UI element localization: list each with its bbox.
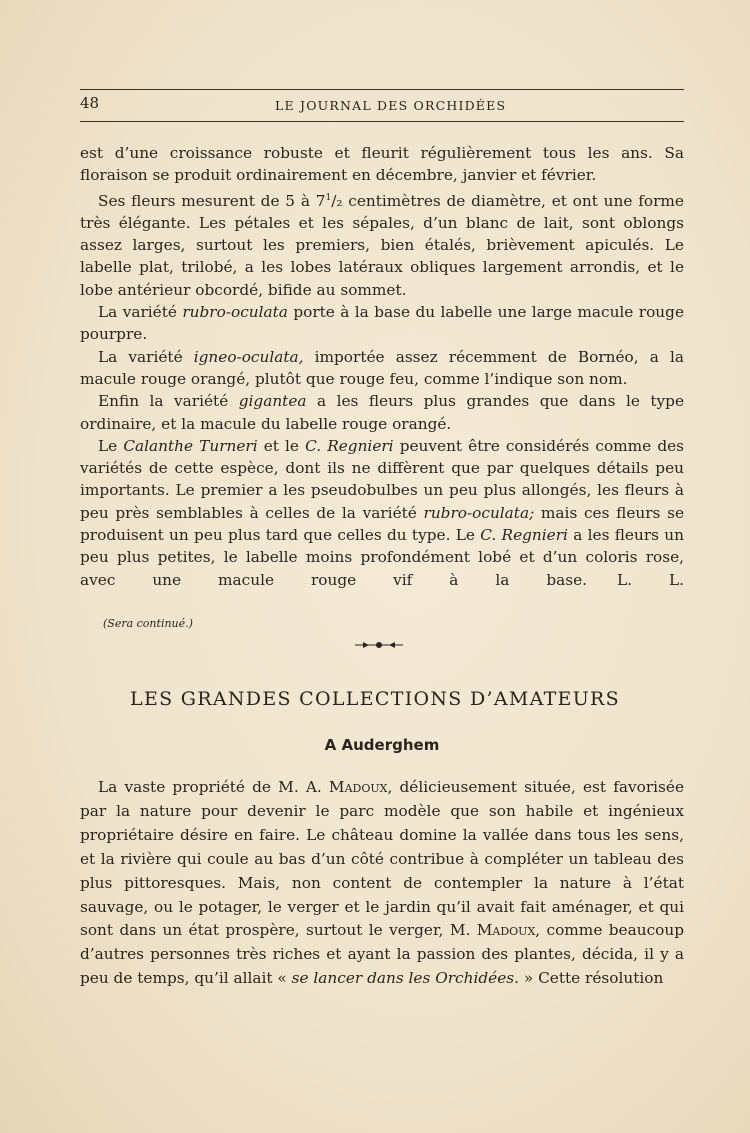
continued-note: (Sera continué.) (103, 617, 193, 630)
section-subtitle: A Auderghem (324, 736, 440, 754)
paragraph: La variété igneo-oculata, importée assez récemment de Bornéo, a la macule rouge orangé, plutôt que rouge feu, comme l’indique son nom. (80, 347, 684, 388)
paragraph: La vaste propriété de M. A. Madoux, délicieusement située, est favorisée par la nature pour devenir le parc modèle que son habile et ingénieux propriétaire désire en faire. Le château domine la vallée dans tous les sens, et la rivière qui coule au bas d’un côté contribue à compléter un tableau des plus pittoresques. Mais, non content de contempler la nature à l’état sauvage, ou le potager, le verger et le jardin qu’il avait fait aménager, et qui sont dans un état prospère, surtout le verger, M. Madoux, comme beaucoup d’autres personnes très riches et ayant la passion des plantes, décida, il y a peu de temps, qu’il allait « se lancer dans les Orchidées. » Cette résolution (80, 778, 684, 988)
paragraph: est d’une croissance robuste et fleurit régulièrement tous les ans. Sa floraison se produit ordinairement en décembre, janvier et février. (80, 144, 684, 185)
header-rule-top (80, 89, 684, 90)
page-number: 48 (80, 94, 100, 112)
ornament-divider (353, 640, 405, 650)
paragraph: Ses fleurs mesurent de 5 à $7^1/_2$ centimètres de diamètre, et ont une forme très élégante. Les pétales et les sépales, d’un blanc de lait, sont oblongs assez larges, surtout les premiers, bien étalés, brièvement apiculés. Le labelle plat, trilobé, a les lobes latéraux obliques largement arrondis, et le lobe antérieur obcordé, bifide au sommet. (80, 191, 684, 299)
running-title: LE JOURNAL DES ORCHIDÉES (275, 98, 507, 113)
header-rule-bottom (80, 121, 684, 122)
paragraph: La variété rubro-oculata porte à la base du labelle une large macule rouge pourpre. (80, 303, 684, 344)
section-title: LES GRANDES COLLECTIONS D’AMATEURS (130, 688, 620, 710)
article-body (80, 776, 684, 991)
paragraph: Enfin la variété gigantea a les fleurs plus grandes que dans le type ordinaire, et la macule du labelle rouge orangé. (80, 392, 684, 433)
paragraph: Le Calanthe Turneri et le C. Regnieri peuvent être considérés comme des variétés de cette espèce, dont ils ne diffèrent que par quelques détails peu importants. Le premier a les pseudobulbes un peu plus allongés, les fleurs à peu près semblables à celles de la variété rubro-oculata; mais ces fleurs se produisent un peu plus tard que celles du type. Le C. Regnieri a les fleurs un peu plus petites, le labelle moins profondément lobé et d’un coloris rose, avec une macule rouge vif à la base. L. L. (80, 436, 685, 589)
author-signature: L. L. (617, 570, 685, 589)
article-continuation (80, 142, 684, 591)
